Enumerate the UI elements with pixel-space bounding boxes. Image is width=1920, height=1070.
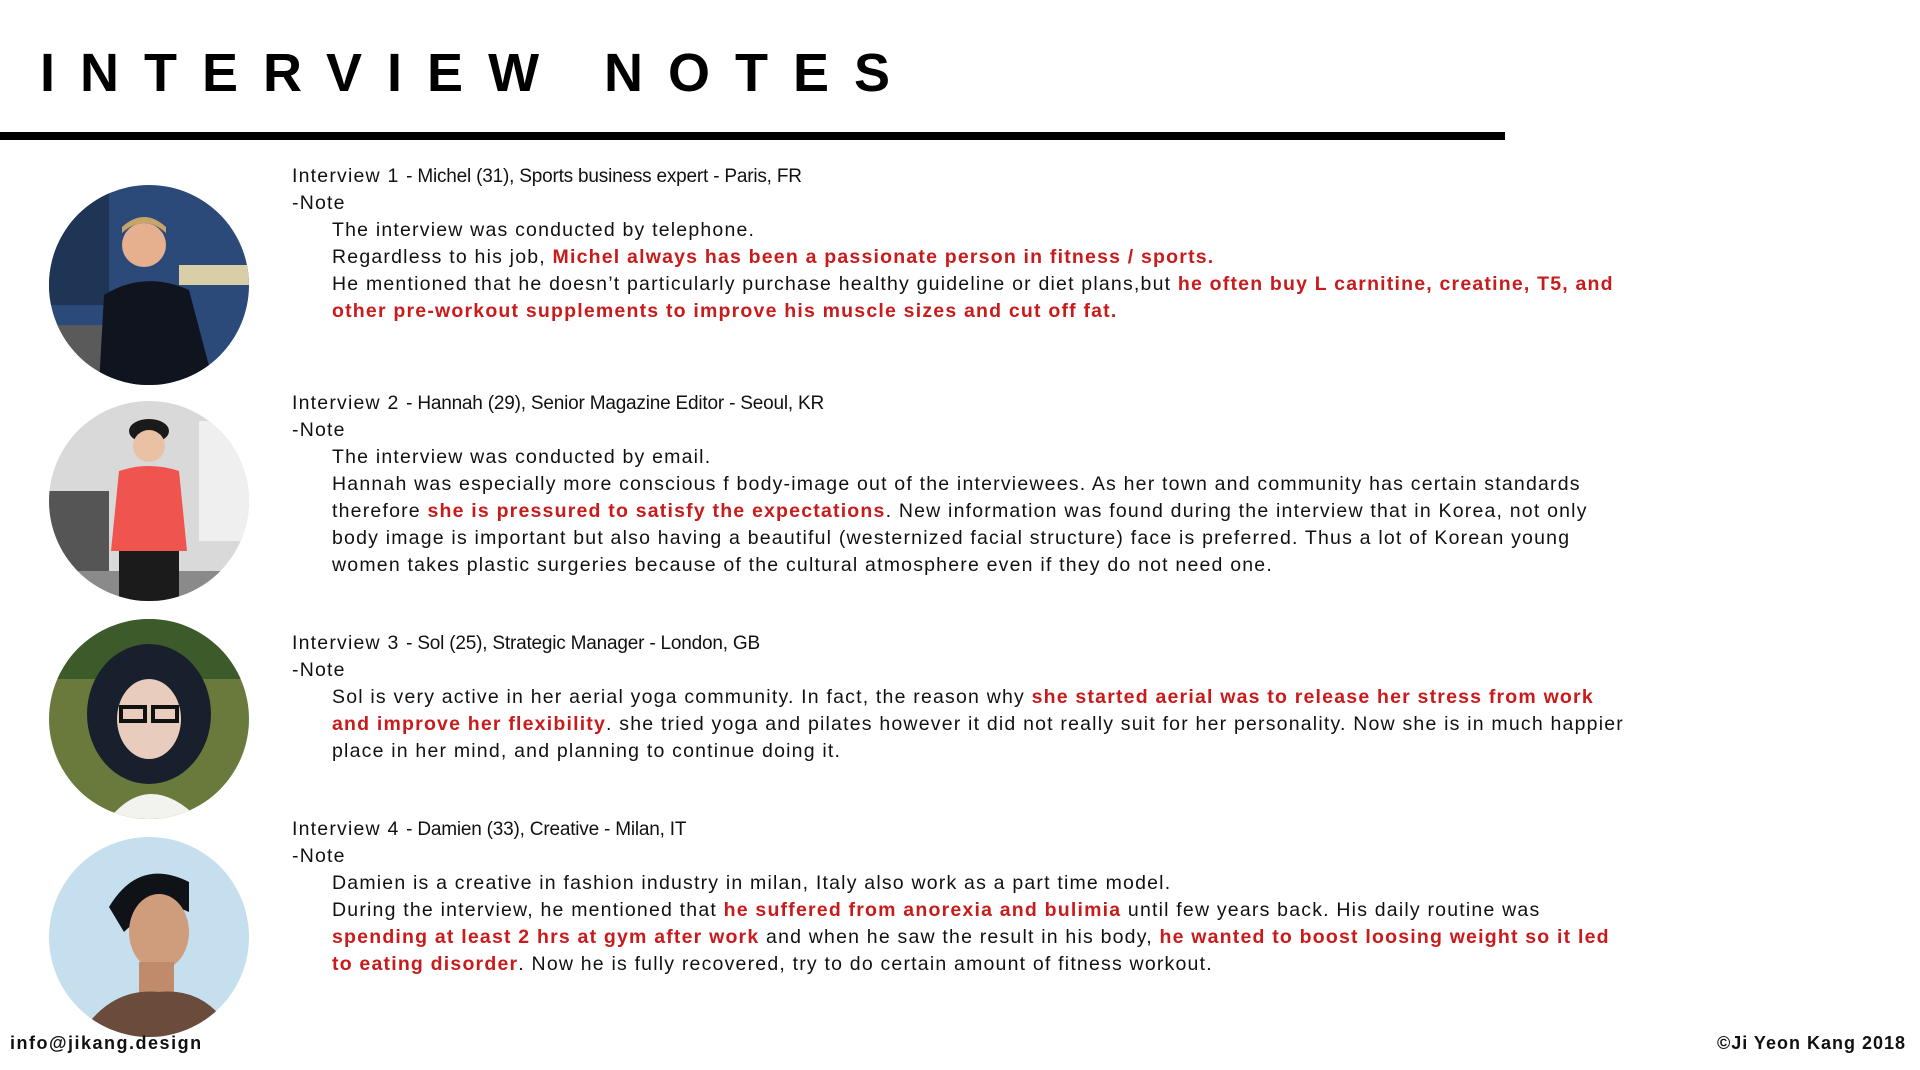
portrait-damien-image	[49, 837, 249, 1037]
note-text: He mentioned that he doesn’t particularly purchase healthy guideline or diet plans,but	[332, 273, 1178, 295]
note-label: -Note	[292, 192, 346, 214]
interview-heading	[292, 816, 1632, 843]
highlighted-text: he suffered from anorexia and bulimia	[723, 899, 1122, 921]
interview-heading	[292, 163, 1632, 190]
portrait-michel-image	[49, 185, 249, 385]
note-text: During the interview, he mentioned that	[332, 899, 724, 921]
highlighted-text: he wanted to boost loosing weight so it led to eating disorder	[332, 926, 1610, 975]
highlighted-text: she is pressured to satisfy the expectations	[427, 500, 886, 522]
note-paragraph	[332, 684, 1632, 765]
highlighted-text: she started aerial was to release her stress from work and improve her flexibility	[332, 686, 1594, 735]
interviewee-info: - Sol (25), Strategic Manager - London, GB	[406, 633, 760, 654]
interviewee-info: - Hannah (29), Senior Magazine Editor - Seoul, KR	[406, 393, 825, 414]
note-paragraph	[332, 471, 1632, 579]
interview-block-1	[292, 163, 1632, 325]
avatar-michel	[49, 185, 249, 385]
interview-notes	[292, 444, 1632, 579]
note-paragraph	[332, 271, 1632, 325]
note-label: -Note	[292, 419, 346, 441]
interview-label: Interview 4	[292, 818, 407, 840]
note-label: -Note	[292, 845, 346, 867]
portrait-hannah-image	[49, 401, 249, 601]
avatar-damien	[49, 837, 249, 1037]
page-title: INTERVIEW NOTES	[40, 43, 916, 103]
note-text: Damien is a creative in fashion industry in milan, Italy also work as a part time model.	[332, 872, 1172, 894]
interview-label: Interview 2	[292, 392, 407, 414]
note-text: . New information was found during the interview that in Korea, not only body image is important but also having a beautiful (westernized facial structure) face is preferred. Thus a lot of Korean young women takes plastic surgeries because of the cultural atmosphere even if they do not need one.	[332, 500, 1588, 576]
interview-label: Interview 1	[292, 165, 407, 187]
contact-email[interactable]: info@jikang.design	[10, 1033, 203, 1053]
note-text: The interview was conducted by email.	[332, 446, 712, 468]
interviewee-info: - Damien (33), Creative - Milan, IT	[406, 819, 687, 840]
note-text: The interview was conducted by telephone.	[332, 219, 756, 241]
interview-notes	[292, 870, 1632, 978]
note-text: until few years back. His daily routine was	[1121, 899, 1541, 921]
highlighted-text: spending at least 2 hrs at gym after work	[332, 926, 760, 948]
interview-block-4	[292, 816, 1632, 978]
note-paragraph	[332, 444, 1632, 471]
interview-notes	[292, 684, 1632, 765]
interview-block-3	[292, 630, 1632, 765]
interviewee-info: - Michel (31), Sports business expert - Paris, FR	[406, 166, 802, 187]
interview-notes	[292, 217, 1632, 325]
highlighted-text: he often buy L carnitine, creatine, T5, and other pre-workout supplements to improve his muscle sizes and cut off fat.	[332, 273, 1614, 322]
note-text: and when he saw the result in his body,	[759, 926, 1160, 948]
avatar-hannah	[49, 401, 249, 601]
copyright-notice: ©Ji Yeon Kang 2018	[1716, 1033, 1906, 1053]
note-text: Hannah was especially more conscious f body-image out of the interviewees. As her town and community has certain standards therefore	[332, 473, 1581, 522]
note-text: Regardless to his job,	[332, 246, 553, 268]
interview-block-2	[292, 390, 1632, 579]
portrait-sol-image	[49, 619, 249, 819]
interview-heading	[292, 390, 1632, 417]
note-label: -Note	[292, 659, 346, 681]
note-text: Sol is very active in her aerial yoga community. In fact, the reason why	[332, 686, 1032, 708]
interview-heading	[292, 630, 1632, 657]
interview-label: Interview 3	[292, 632, 407, 654]
note-paragraph	[332, 897, 1632, 978]
note-text: . she tried yoga and pilates however it did not really suit for her personality. Now she is in much happier place in her mind, and planning to continue doing it.	[332, 713, 1624, 762]
note-paragraph	[332, 244, 1632, 271]
note-paragraph	[332, 870, 1632, 897]
title-divider	[0, 132, 1505, 140]
highlighted-text: Michel always has been a passionate person in fitness / sports.	[552, 246, 1215, 268]
note-text: . Now he is fully recovered, try to do certain amount of fitness workout.	[518, 953, 1213, 975]
note-paragraph	[332, 217, 1632, 244]
avatar-sol	[49, 619, 249, 819]
